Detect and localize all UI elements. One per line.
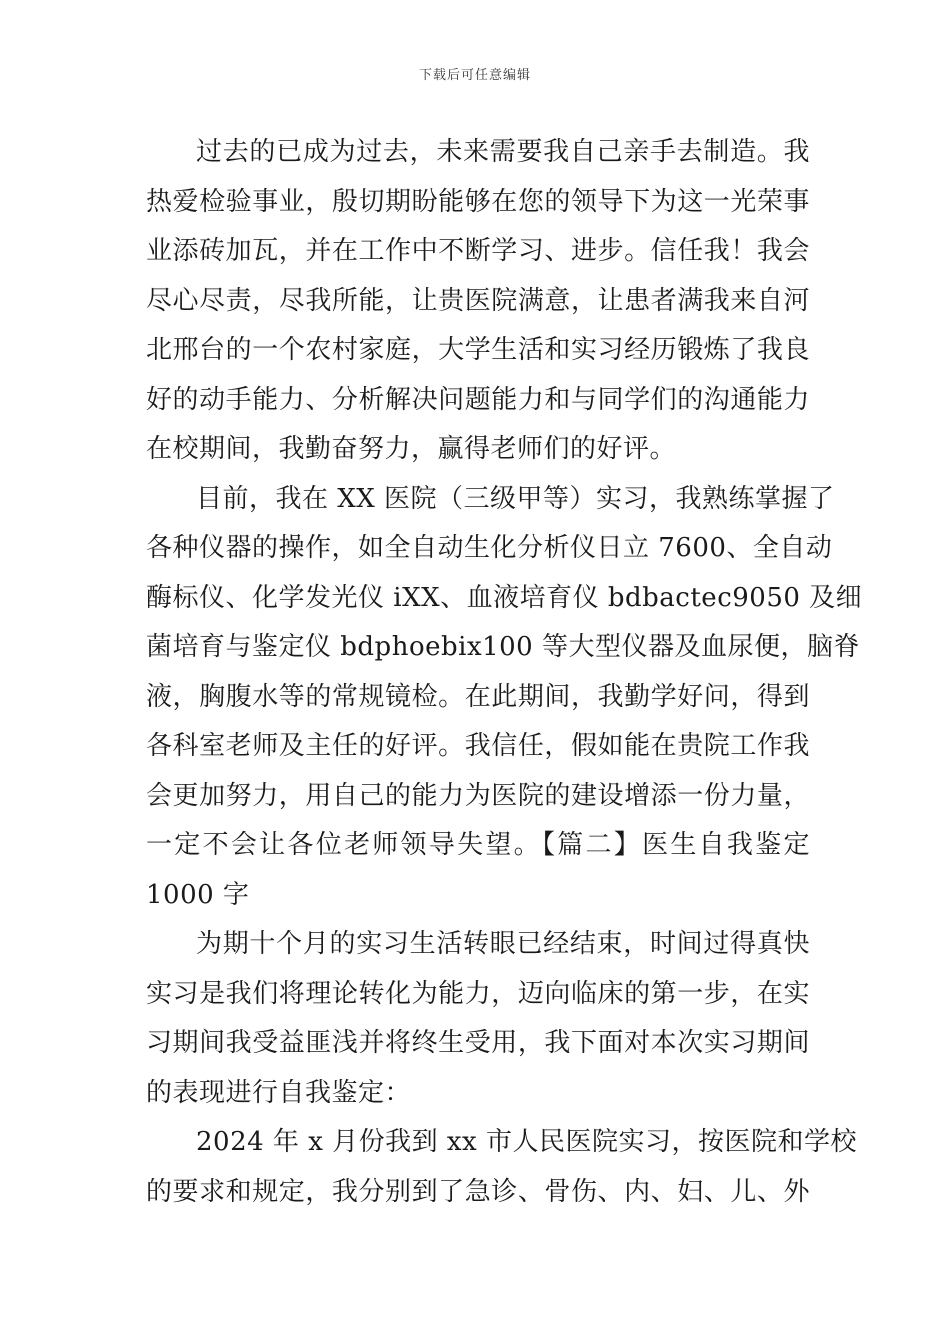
text-line: 北邢台的一个农村家庭，大学生活和实习经历锻炼了我良 bbox=[146, 335, 810, 365]
text-line: 习期间我受益匪浅并将终生受用，我下面对本次实习期间 bbox=[146, 1028, 810, 1058]
text-line: 为期十个月的实习生活转眼已经结束，时间过得真快 bbox=[196, 929, 810, 959]
text-line: 的要求和规定，我分别到了急诊、骨伤、内、妇、儿、外 bbox=[146, 1176, 810, 1207]
text-line: 各科室老师及主任的好评。我信任，假如能在贵院工作我 bbox=[146, 731, 810, 761]
text-line: 业添砖加瓦，并在工作中不断学习、进步。信任我！我会 bbox=[146, 236, 810, 266]
text-line: 酶标仪、化学发光仪 iXX、血液培育仪 bdbactec9050 及细 bbox=[146, 582, 863, 613]
document-body bbox=[146, 128, 863, 1217]
text-line: 在校期间，我勤奋努力，赢得老师们的好评。 bbox=[146, 434, 677, 464]
header-note: 下载后可任意编辑 bbox=[418, 68, 531, 83]
text-line: 实习是我们将理论转化为能力，迈向临床的第一步，在实 bbox=[146, 978, 810, 1009]
text-line: 2024 年 x 月份我到 xx 市人民医院实习，按医院和学校 bbox=[196, 1127, 857, 1157]
text-line: 热爱检验事业，殷切期盼能够在您的领导下为这一光荣事 bbox=[146, 186, 810, 217]
text-line: 尽心尽责，尽我所能，让贵医院满意，让患者满我来自河 bbox=[146, 285, 810, 316]
text-line: 一定不会让各位老师领导失望。【篇二】医生自我鉴定 bbox=[146, 830, 810, 860]
text-line: 各种仪器的操作，如全自动生化分析仪日立 7600、全自动 bbox=[146, 533, 833, 563]
text-line: 会更加努力，用自己的能力为医院的建设增添一份力量， bbox=[146, 780, 810, 811]
text-line: 好的动手能力、分析解决问题能力和与同学们的沟通能力 bbox=[146, 384, 810, 415]
text-line: 目前，我在 XX 医院（三级甲等）实习，我熟练掌握了 bbox=[196, 483, 835, 514]
text-line: 的表现进行自我鉴定： bbox=[146, 1077, 412, 1108]
text-line: 液，胸腹水等的常规镜检。在此期间，我勤学好问，得到 bbox=[146, 681, 810, 712]
text-line: 1000 字 bbox=[146, 879, 250, 910]
text-line: 菌培育与鉴定仪 bdphoebix100 等大型仪器及血尿便，脑脊 bbox=[146, 632, 860, 662]
text-line: 过去的已成为过去，未来需要我自己亲手去制造。我 bbox=[196, 137, 810, 167]
